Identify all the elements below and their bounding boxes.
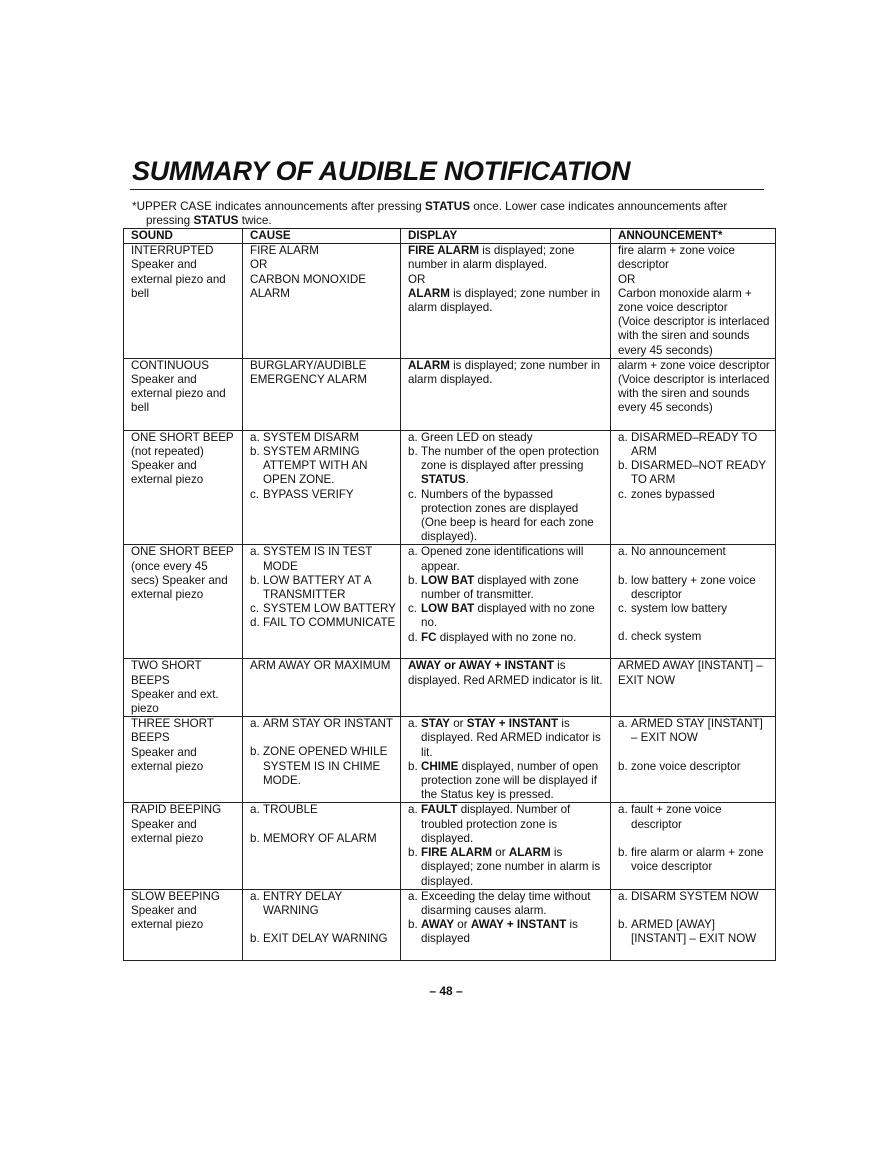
sound-cell: ONE SHORT BEEP (once every 45 secs) Speaker and external piezo (124, 545, 243, 659)
title-rule (130, 189, 764, 190)
table-row (124, 659, 776, 717)
announcement-cell: a. DISARMED–READY TO ARM b. DISARMED–NOT READY TO ARM c. zones bypassed (611, 430, 776, 545)
sound-cell: TWO SHORT BEEPS Speaker and ext. piezo (124, 659, 243, 717)
announcement-cell: fire alarm + zone voice descriptor OR Carbon monoxide alarm + zone voice descriptor (Voice descriptor is interlaced with the siren and sounds every 45 seconds) (611, 244, 776, 359)
announcement-cell: a. DISARM SYSTEM NOW b. ARMED [AWAY] [INSTANT] – EXIT NOW (611, 889, 776, 960)
cause-cell: ARM AWAY OR MAXIMUM (243, 659, 401, 717)
cause-cell: a. SYSTEM IS IN TEST MODE b. LOW BATTERY AT A TRANSMITTER c. SYSTEM LOW BATTERY d. FAIL TO COMMUNICATE (243, 545, 401, 659)
announcement-cell: ARMED AWAY [INSTANT] – EXIT NOW (611, 659, 776, 717)
display-cell: a. Green LED on steady b. The number of the open protection zone is displayed after pressing STATUS. c. Numbers of the bypassed protection zones are displayed (One beep is heard for each zone displayed). (401, 430, 611, 545)
sound-cell: RAPID BEEPING Speaker and external piezo (124, 803, 243, 889)
display-cell: a. STAY or STAY + INSTANT is displayed. Red ARMED indicator is lit. b. CHIME displayed, number of open protection zone will be displayed if the Status key is pressed. (401, 717, 611, 803)
table-row (124, 244, 776, 359)
cause-cell: a. ENTRY DELAY WARNING b. EXIT DELAY WARNING (243, 889, 401, 960)
sound-cell: SLOW BEEPING Speaker and external piezo (124, 889, 243, 960)
table-row (124, 889, 776, 960)
sound-cell: CONTINUOUS Speaker and external piezo and bell (124, 358, 243, 430)
cause-cell: BURGLARY/AUDIBLE EMERGENCY ALARM (243, 358, 401, 430)
table-row (124, 545, 776, 659)
display-cell: a. Opened zone identifications will appear. b. LOW BAT displayed with zone number of transmitter. c. LOW BAT displayed with no zone no. d. FC displayed with no zone no. (401, 545, 611, 659)
page-title: SUMMARY OF AUDIBLE NOTIFICATION (132, 156, 631, 186)
cause-cell: FIRE ALARM OR CARBON MONOXIDE ALARM (243, 244, 401, 359)
header-sound: SOUND (124, 229, 243, 244)
announcement-cell: a. fault + zone voice descriptor b. fire alarm or alarm + zone voice descriptor (611, 803, 776, 889)
table-row (124, 803, 776, 889)
cause-cell: a. TROUBLE b. MEMORY OF ALARM (243, 803, 401, 889)
display-cell: a. Exceeding the delay time without disarming causes alarm. b. AWAY or AWAY + INSTANT is displayed (401, 889, 611, 960)
display-cell: a. FAULT displayed. Number of troubled protection zone is displayed. b. FIRE ALARM or ALARM is displayed; zone number in alarm is displayed. (401, 803, 611, 889)
table-row (124, 717, 776, 803)
table-row (124, 358, 776, 430)
sound-cell: THREE SHORT BEEPS Speaker and external piezo (124, 717, 243, 803)
header-cause: CAUSE (243, 229, 401, 244)
table-row (124, 430, 776, 545)
audible-notification-table (123, 228, 776, 961)
header-display: DISPLAY (401, 229, 611, 244)
header-announcement: ANNOUNCEMENT* (611, 229, 776, 244)
announcement-cell: a. ARMED STAY [INSTANT] – EXIT NOW b. zone voice descriptor (611, 717, 776, 803)
display-cell: AWAY or AWAY + INSTANT is displayed. Red ARMED indicator is lit. (401, 659, 611, 717)
page-number: – 48 – (429, 984, 463, 998)
sound-cell: INTERRUPTED Speaker and external piezo and bell (124, 244, 243, 359)
sound-cell: ONE SHORT BEEP (not repeated) Speaker and external piezo (124, 430, 243, 545)
display-cell: FIRE ALARM is displayed; zone number in alarm displayed. OR ALARM is displayed; zone number in alarm displayed. (401, 244, 611, 359)
cause-cell: a. SYSTEM DISARM b. SYSTEM ARMING ATTEMPT WITH AN OPEN ZONE. c. BYPASS VERIFY (243, 430, 401, 545)
note-upper-lower-case: *UPPER CASE indicates announcements after pressing STATUS once. Lower case indicates announcements after pressing STATUS twice. (132, 200, 728, 227)
announcement-cell: a. No announcement b. low battery + zone voice descriptor c. system low battery d. check system (611, 545, 776, 659)
table-header-row (124, 229, 776, 244)
display-cell: ALARM is displayed; zone number in alarm displayed. (401, 358, 611, 430)
cause-cell: a. ARM STAY OR INSTANT b. ZONE OPENED WHILE SYSTEM IS IN CHIME MODE. (243, 717, 401, 803)
announcement-cell: alarm + zone voice descriptor (Voice descriptor is interlaced with the siren and sounds every 45 seconds) (611, 358, 776, 430)
